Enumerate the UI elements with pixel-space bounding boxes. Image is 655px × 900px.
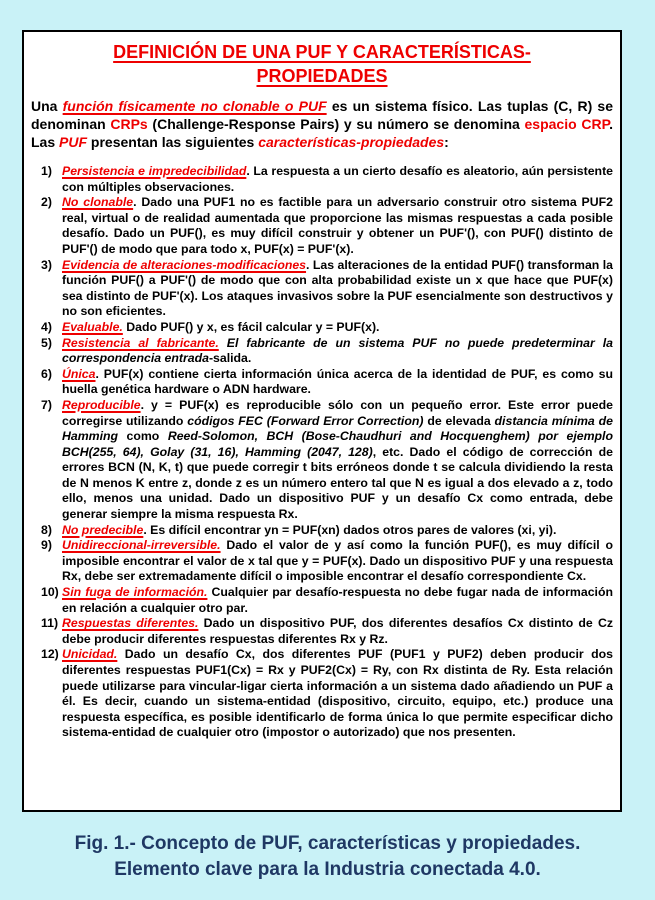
property-item-8	[41, 523, 613, 539]
property-title: Única	[62, 366, 96, 381]
item-number: 5)	[41, 335, 52, 350]
property-item-4	[41, 320, 613, 336]
item-number: 3)	[41, 257, 52, 272]
item-number: 2)	[41, 195, 52, 210]
intro-text: es un sistema físico. Las tuplas (C, R) se denominan	[31, 98, 614, 132]
property-body-italic: El fabricante de un sistema PUF no puede predeterminar la correspondencia entrada	[62, 335, 613, 366]
intro-text: presentan las siguientes	[87, 134, 259, 150]
property-title: Reproducible	[62, 397, 141, 412]
property-item-6	[41, 367, 613, 398]
property-title: Sin fuga de información.	[62, 585, 208, 600]
page-title-line2: PROPIEDADES	[256, 66, 388, 86]
property-item-7	[41, 398, 613, 523]
property-item-11	[41, 616, 613, 647]
property-title: Evidencia de alteraciones-modificaciones	[62, 257, 307, 272]
intro-paragraph	[31, 97, 613, 151]
content-box	[22, 30, 622, 812]
page-title	[29, 40, 615, 88]
item-number: 6)	[41, 366, 52, 381]
puf-term: PUF	[59, 134, 88, 150]
intro-text: (Challenge-Response Pairs) y su número se denomina	[147, 116, 525, 132]
property-body-italic: Reed-Solomon, BCH (Bose-Chaudhuri and Hocquenghem) por ejemplo BCH(255, 64), Golay (31, 16), Hamming (2047, 128)	[62, 429, 613, 459]
intro-text: . Las	[31, 116, 613, 150]
puf-definition-term: función físicamente no clonable o PUF	[62, 98, 327, 114]
item-number: 10)	[41, 585, 59, 600]
properties-list	[29, 164, 613, 741]
property-body: Dado un desafío Cx, dos diferentes PUF (PUF1 y PUF2) deben producir dos diferentes respuestas PUF1(Cx) = Rx y PUF2(Cx) = Ry, con Rx distinta de Ry. Esta relación puede utilizarse para vincular-ligar cierta información a un sistema dado añadiendo un PUF a él. Es decir, cuando un sistema-entidad (dispositivo, circuito, equipo, etc.) produce una respuesta específica, es posible identificarlo de forma única lo que permite especificar dicho sistema-entidad de cualquier otro (impostor o autorizado) que nos presenten.	[62, 647, 613, 740]
property-body: de elevada	[423, 413, 495, 428]
property-body: , etc. Dado el código de corrección de errores BCN (N, K, t) que puede corregir t bits erróneos donde t se calcula dividiendo la resta de N menos K entre z, donde z es un número entero tal que N es igual a dos elevado a z, todo ello, menos una unidad. Dado un dispositivo PUF y un desafío Cx como entrada, debe generar siempre la misma respuesta Rx.	[62, 444, 613, 522]
intro-text: Una	[31, 98, 63, 114]
property-body: . Las alteraciones de la entidad PUF() transforman la función PUF() a PUF'() de modo que con alta probabilidad existe un x que hace que PUF(x) sea distinto de PUF'(x). Los ataques invasivos sobre la PUF esencialmente son destructivos y no son eficientes.	[62, 257, 614, 319]
property-item-3	[41, 258, 613, 320]
property-body: . Es difícil encontrar yn = PUF(xn) dados otros pares de valores (xi, yi).	[143, 522, 557, 537]
figure-caption	[0, 831, 655, 883]
property-body: . PUF(x) contiene cierta información única acerca de la identidad de PUF, es como su huella genética hardware o ADN hardware.	[62, 366, 613, 397]
figure-caption-line1: Fig. 1.- Concepto de PUF, características y propiedades.	[74, 833, 581, 854]
property-item-1	[41, 164, 613, 195]
item-number: 8)	[41, 522, 52, 537]
property-body-italic: distancia mínima de Hamming	[62, 413, 613, 444]
espacio-crp-term: espacio CRP	[524, 116, 610, 132]
figure-caption-line2: Elemento clave para la Industria conectada 4.0.	[114, 859, 541, 880]
property-body: . y = PUF(x) es reproducible sólo con un pequeño error. Este error puede corregirse utilizando	[62, 397, 613, 428]
property-title: Respuestas diferentes.	[62, 616, 199, 631]
caracteristicas-term: características-propiedades	[258, 134, 445, 150]
property-title: Unicidad.	[62, 647, 118, 662]
item-number: 12)	[41, 647, 59, 662]
property-body-italic: códigos FEC (Forward Error Correction)	[187, 413, 424, 428]
intro-text: :	[444, 134, 449, 150]
item-number: 4)	[41, 319, 52, 334]
property-item-5	[41, 336, 613, 367]
property-item-9	[41, 538, 613, 585]
property-title: Persistencia e impredecibilidad	[62, 164, 247, 178]
property-title: Unidireccional-irreversible.	[62, 538, 221, 553]
property-body: -salida.	[208, 351, 252, 366]
property-body: Cualquier par desafío-respuesta no debe fugar nada de información en relación a cualquier otro par.	[62, 585, 613, 615]
property-body: como	[118, 429, 168, 444]
page-title-line1: DEFINICIÓN DE UNA PUF Y CARACTERÍSTICAS-	[113, 42, 531, 62]
property-title: Resistencia al fabricante.	[62, 335, 219, 350]
property-item-12	[41, 647, 613, 741]
property-title: No clonable	[62, 195, 134, 210]
property-title: No predecible	[62, 522, 144, 537]
property-body: Dado el valor de y así como la función PUF(), es muy difícil o imposible encontrar el valor de x tal que y = PUF(x). Dado un dispositivo PUF y una respuesta Rx, debe ser extremadamente difícil o imposible encontrar el desafío correspondiente Cx.	[62, 538, 613, 584]
item-number: 11)	[41, 616, 59, 631]
property-item-2	[41, 195, 613, 257]
crps-term: CRPs	[110, 116, 148, 132]
item-number: 9)	[41, 538, 52, 553]
item-number: 7)	[41, 397, 52, 412]
property-title: Evaluable.	[62, 319, 123, 334]
item-number: 1)	[41, 164, 52, 178]
property-body: Dado PUF() y x, es fácil calcular y = PUF(x).	[122, 319, 380, 334]
property-body: . La respuesta a un cierto desafío es aleatorio, aún persistente con múltiples observaciones.	[62, 164, 613, 194]
property-item-10	[41, 585, 613, 616]
property-body: . Dado una PUF1 no es factible para un adversario construir otro sistema PUF2 real, virtual o de realidad aumentada que proporcione las mismas respuestas a cada posible desafío. Dado un PUF(), es muy difícil construir y obtener un PUF'(), con PUF() distinto de PUF'() de modo que para todo x, PUF(x) = PUF'(x).	[62, 195, 613, 256]
property-body: Dado un dispositivo PUF, dos diferentes desafíos Cx distinto de Cz debe producir diferentes respuestas diferentes Rx y Rz.	[62, 616, 613, 646]
